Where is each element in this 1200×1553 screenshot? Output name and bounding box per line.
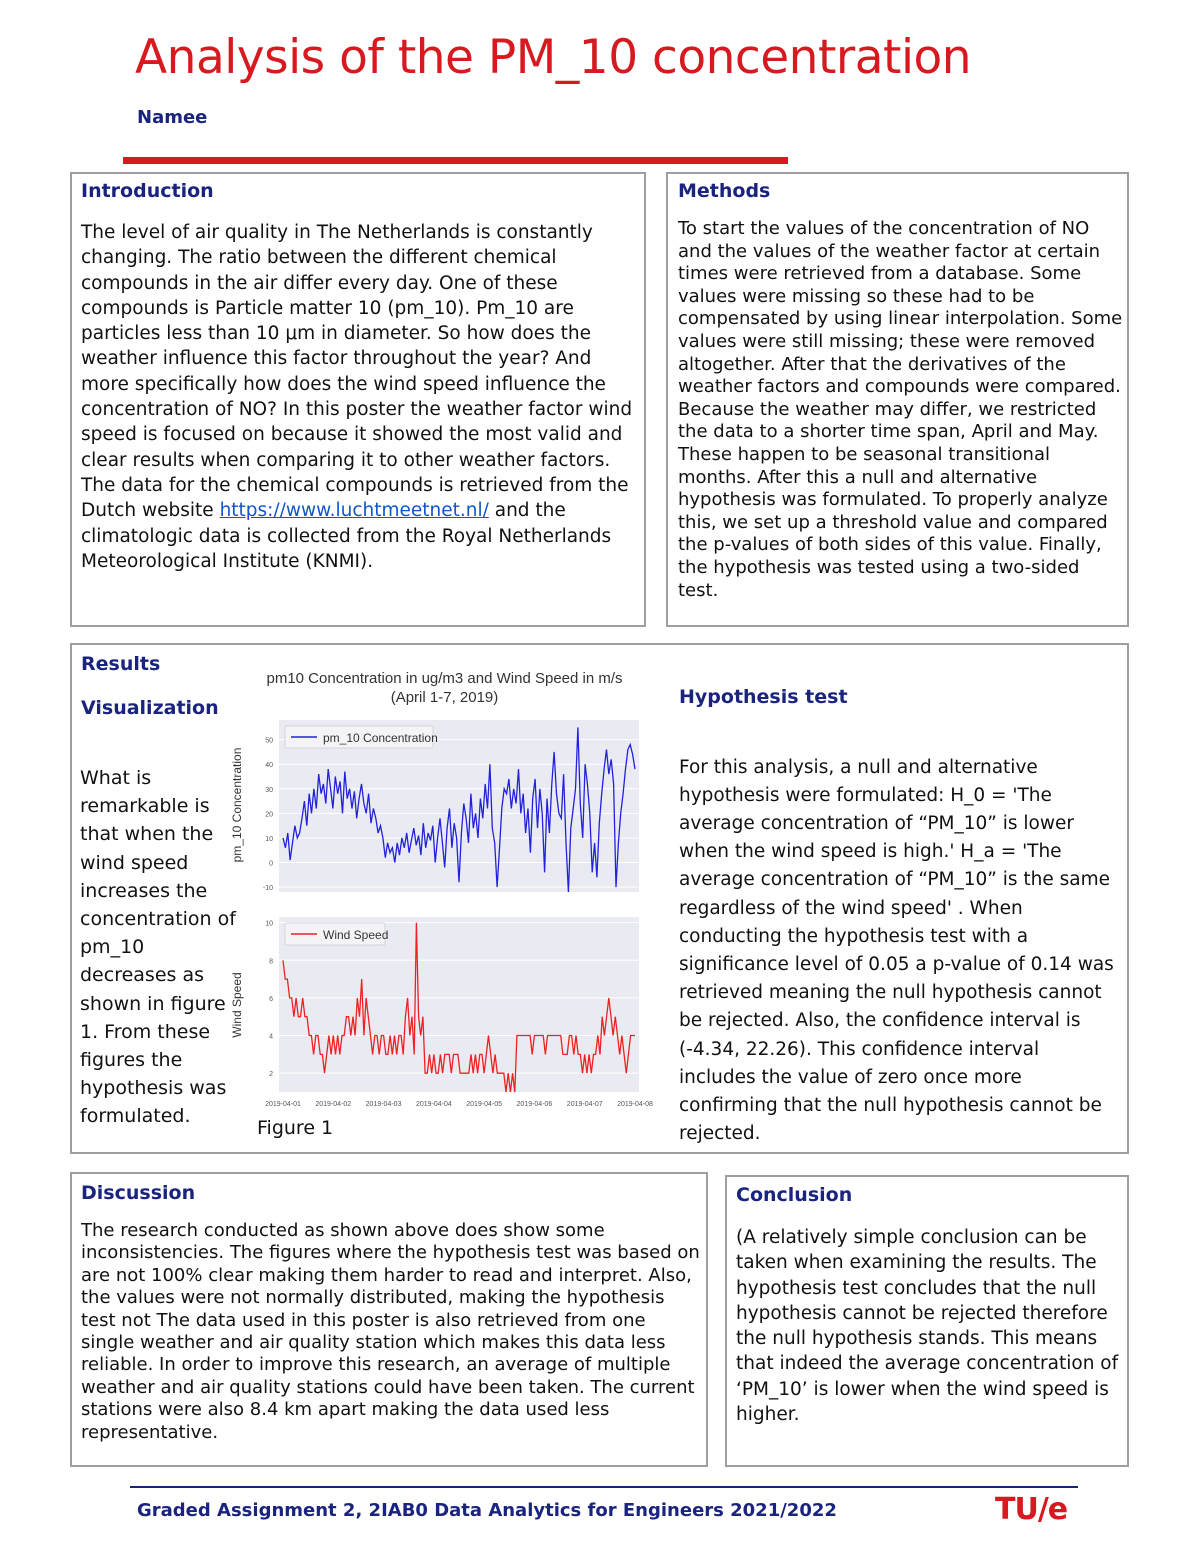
y-tick-label: 30 (265, 786, 273, 794)
introduction-panel (70, 172, 646, 627)
x-tick-label: 2019-04-06 (516, 1101, 553, 1108)
figure-1-chart (227, 705, 653, 1175)
y-tick-label: 8 (269, 958, 273, 966)
luchtmeetnet-link[interactable]: https://www.luchtmeetnet.nl/ (219, 500, 489, 522)
hypothesis-heading: Hypothesis test (679, 686, 848, 708)
y-tick-label: 6 (269, 995, 273, 1003)
x-tick-label: 2019-04-07 (566, 1101, 603, 1108)
y-tick-label: 40 (265, 762, 273, 770)
poster-title: Analysis of the PM_10 concentration (135, 30, 972, 85)
footer-course-label: Graded Assignment 2, 2IAB0 Data Analytics for Engineers 2021/2022 (137, 1500, 837, 1521)
y-tick-label: -10 (262, 885, 273, 893)
wind-y-axis-label: Wind Speed (230, 972, 244, 1038)
discussion-heading: Discussion (81, 1182, 196, 1204)
pm10-legend-label: pm_10 Concentration (323, 731, 438, 745)
wind-y-ticks (265, 921, 273, 1079)
pm10-y-ticks (263, 738, 273, 892)
discussion-text: The research conducted as shown above does show some inconsistencies. The figures where the hypothesis test was based on are not 100% clear making them harder to read and interpret. Also, the values were not normally distributed, making the hypothesis test not The data used in this poster is also retrieved from one single weather and air quality station which makes this data less reliable. In order to improve this research, an average of multiple weather and air quality stations could have been taken. The current stations were also 8.4 km apart making the data used less representative. (81, 1220, 700, 1443)
results-heading: Results (81, 653, 161, 675)
chart-subtitle: (April 1-7, 2019) (390, 689, 499, 706)
y-tick-label: 10 (265, 920, 273, 928)
y-tick-label: 4 (269, 1033, 273, 1041)
chart-title: pm10 Concentration in ug/m3 and Wind Speed in m/s (266, 670, 623, 687)
y-tick-label: 0 (269, 860, 273, 868)
introduction-text-part2: and the climatologic data is collected from the Royal Netherlands Meteorological Institute (KNMI). (81, 500, 612, 572)
y-tick-label: 50 (265, 737, 273, 745)
y-tick-label: 2 (269, 1071, 273, 1079)
visualization-text: What is remarkable is that when the wind speed increases the concentration of pm_10 decreases as shown in figure 1. From these figures the hypothesis was formulated. (80, 767, 236, 1128)
author-name: Namee (137, 107, 208, 128)
x-tick-label: 2019-04-02 (315, 1101, 352, 1108)
x-tick-label: 2019-04-04 (415, 1101, 452, 1108)
pm10-y-axis-label: pm_10 Concentration (230, 747, 244, 863)
results-panel (70, 643, 1129, 1154)
introduction-heading: Introduction (81, 180, 214, 202)
footer-divider (130, 1486, 1078, 1488)
methods-heading: Methods (678, 180, 771, 202)
chart-title-block (242, 669, 647, 707)
discussion-panel (70, 1172, 708, 1467)
tue-logo: TU/e (995, 1492, 1068, 1527)
x-tick-label: 2019-04-08 (617, 1101, 653, 1108)
title-divider (123, 157, 788, 164)
hypothesis-text: For this analysis, a null and alternative hypothesis were formulated: H_0 = 'The average concentration of “PM_10” is lower when the wind speed is high.' H_a = 'The average concentration of “PM_10” is the same regardless of the wind speed' . When conducting the hypothesis test with a significance level of 0.05 a p-value of 0.14 was retrieved meaning the null hypothesis cannot be rejected. Also, the confidence interval is (-4.34, 22.26). This confidence interval includes the value of zero once more confirming that the null hypothesis cannot be rejected. (679, 756, 1114, 1145)
conclusion-heading: Conclusion (736, 1184, 853, 1206)
methods-panel (666, 172, 1129, 627)
introduction-text (81, 220, 636, 574)
conclusion-text: (A relatively simple conclusion can be taken when examining the results. The hypothesis test concludes that the null hypothesis cannot be rejected therefore the null hypothesis stands. This means that indeed the average concentration of ‘PM_10’ is lower when the wind speed is higher. (736, 1227, 1119, 1426)
figure-caption: Figure 1 (257, 1117, 334, 1139)
date-x-ticks (265, 1101, 653, 1108)
x-tick-label: 2019-04-01 (265, 1101, 301, 1108)
wind-legend-label: Wind Speed (323, 928, 389, 942)
y-tick-label: 10 (265, 835, 273, 843)
visualization-heading: Visualization (81, 697, 219, 719)
x-tick-label: 2019-04-05 (466, 1101, 503, 1108)
methods-text: To start the values of the concentration of NO and the values of the weather factor at certain times were retrieved from a database. Some values were missing so these had to be compensated by using linear interpolation. Some values were still missing; these were removed altogether. After that the derivatives of the weather factors and compounds were compared. Because the weather may differ, we restricted the data to a shorter time span, April and May. These happen to be seasonal transitional months. After this a null and alternative hypothesis was formulated. To properly analyze this, we set up a threshold value and compared the p-values of both sides of this value. Finally, the hypothesis was tested using a two-sided test. (678, 218, 1123, 601)
y-tick-label: 20 (265, 811, 273, 819)
x-tick-label: 2019-04-03 (365, 1101, 402, 1108)
introduction-text-part1: The level of air quality in The Netherlands is constantly changing. The ratio between the different chemical compounds in the air differ every day. One of these compounds is Particle matter 10 (pm_10). Pm_10 are particles less than 10 μm in diameter. So how does the weather influence this factor throughout the year? And more specifically how does the wind speed influence the concentration of NO? In this poster the weather factor wind speed is focused on because it showed the most valid and clear results when comparing it to other weather factors. The data for the chemical compounds is retrieved from the Dutch website (81, 222, 633, 522)
conclusion-panel (725, 1175, 1129, 1467)
